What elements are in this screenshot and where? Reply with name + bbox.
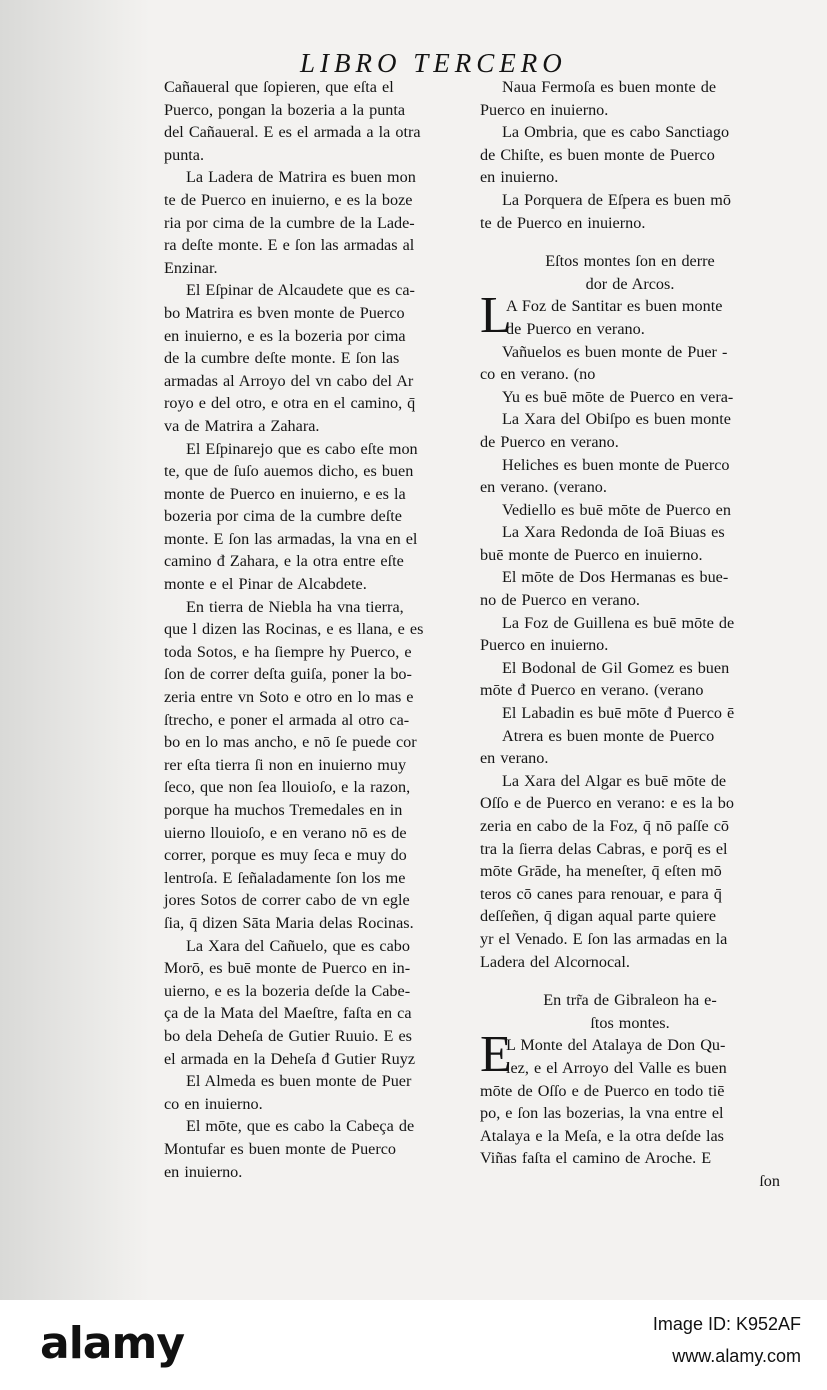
section-heading-gibraleon-line-2: ſtos montes. xyxy=(590,1013,670,1032)
text-line: Atrera es buen monte de Puerco xyxy=(502,726,715,745)
text-line: La Xara del Algar es buē mōte de xyxy=(502,771,727,790)
text-line: bo dela Deheſa de Gutier Ruuio. E es xyxy=(164,1026,412,1045)
text-line: ſia, q̄ dizen Sāta Maria delas Rocinas. xyxy=(164,913,414,932)
text-line: La Xara Redonda de Ioā Biuas es xyxy=(502,523,725,542)
text-line: en verano. (verano. xyxy=(480,478,607,497)
text-line: El mōte de Dos Hermanas es bue- xyxy=(502,568,729,587)
text-line: no de Puerco en verano. xyxy=(480,591,640,610)
spacer xyxy=(480,973,780,989)
text-line: va de Matrira a Zahara. xyxy=(164,416,320,435)
text-line: yr el Venado. E ſon las armadas en la xyxy=(480,929,728,948)
spacer xyxy=(480,234,780,250)
text-line: co en verano. (no xyxy=(480,365,596,384)
text-line: po, e ſon las bozerias, la vna entre el xyxy=(480,1104,724,1123)
text-line: El Almeda es buen monte de Puer xyxy=(186,1072,412,1091)
text-line: te, que de ſuſo auemos dicho, es buen xyxy=(164,462,414,481)
text-line: Morō, es buē monte de Puerco en in- xyxy=(164,959,411,978)
text-line: zeria en cabo de la Foz, q̄ nō paſſe cō xyxy=(480,817,730,835)
text-line: monte e el Pinar de Alcabdete. xyxy=(164,575,367,594)
text-line: La Foz de Guillena es buē mōte de xyxy=(502,613,735,632)
text-line: tra la ſierra delas Cabras, e porq̄ es el xyxy=(480,839,728,858)
watermark-bar xyxy=(0,1300,827,1390)
text-line: en verano. xyxy=(480,749,549,768)
text-line: el armada en la Deheſa đ Gutier Ruyz xyxy=(164,1049,416,1068)
drop-cap-letter: E xyxy=(480,1026,512,1084)
text-line: Enzinar. xyxy=(164,258,218,277)
text-line: deſſeñen, q̄ digan aqual parte quiere xyxy=(480,907,717,926)
text-line: en inuierno, e es la bozeria por cima xyxy=(164,326,406,345)
text-line: ria por cima de la cumbre de la Lade- xyxy=(164,213,415,232)
text-line: monte de Puerco en inuierno, e es la xyxy=(164,484,406,503)
drop-cap-paragraph-atalaya xyxy=(480,1026,780,1084)
text-line: del Cañaueral. E es el armada a la otra xyxy=(164,123,421,142)
text-line: ça de la Mata del Maeſtre, faſta en ca xyxy=(164,1004,412,1023)
text-line: En tierra de Niebla ha vna tierra, xyxy=(186,597,404,616)
drop-cap-line: L Monte del Atalaya de Don Qu- xyxy=(506,1036,726,1055)
text-line: Naua Fermoſa es buen monte de xyxy=(502,78,717,96)
text-line: uierno llouioſo, e en verano nō es de xyxy=(164,823,407,842)
text-line: co en inuierno. xyxy=(164,1094,263,1113)
text-line: en inuierno. xyxy=(480,168,559,187)
text-line: camino đ Zahara, e la otra entre eſte xyxy=(164,552,404,571)
text-line: royo e del otro, e otra en el camino, q̄ xyxy=(164,394,416,413)
text-line: bo en lo mas ancho, e nō ſe puede cor xyxy=(164,733,417,752)
text-line: bozeria por cima de la cumbre deſte xyxy=(164,507,402,526)
text-line: Montufar es buen monte de Puerco xyxy=(164,1139,397,1158)
drop-cap-paragraph-santitar xyxy=(480,287,780,345)
section-heading-arcos-line-1: Eſtos montes ſon en derre xyxy=(545,252,715,271)
text-line: toda Sotos, e ha ſiempre hy Puerco, e xyxy=(164,642,412,661)
text-line: buē monte de Puerco en inuierno. xyxy=(480,545,703,564)
text-line: en inuierno. xyxy=(164,1162,243,1181)
text-line: ſeco, que non ſea llouioſo, e la razon, xyxy=(164,778,411,797)
right-column-top-block xyxy=(480,76,780,234)
text-line: ſon de correr deſta guiſa, poner la bo- xyxy=(164,665,412,684)
text-line: uierno, e es la bozeria deſde la Cabe- xyxy=(164,981,411,1000)
text-line: de la cumbre deſte monte. E ſon las xyxy=(164,349,400,368)
text-line: jores Sotos de correr cabo de vn egle xyxy=(164,891,410,910)
text-line: lentroſa. E ſeñaladamente ſon los me xyxy=(164,868,406,887)
text-line: Puerco en inuierno. xyxy=(480,100,609,119)
text-line: El Eſpinarejo que es cabo eſte mon xyxy=(186,439,418,458)
page-edge-shadow xyxy=(0,0,150,1300)
text-line: La Ombria, que es cabo Sanctiago xyxy=(502,123,730,142)
text-line: que l dizen las Rocinas, e es llana, e es xyxy=(164,620,424,639)
right-column-end-block xyxy=(480,1080,780,1193)
alamy-logo: alamy xyxy=(40,1318,184,1369)
text-line: mōte de Oſſo e de Puerco en todo tiē xyxy=(480,1081,725,1100)
text-line: La Ladera de Matrira es buen mon xyxy=(186,168,416,187)
text-line: porque ha muchos Tremedales en in xyxy=(164,801,403,819)
text-line: Vañuelos es buen monte de Puer - xyxy=(502,342,728,361)
image-id-label: Image ID: K952AF xyxy=(652,1314,801,1334)
text-line: bo Matrira es bven monte de Puerco xyxy=(164,303,405,322)
drop-cap-line: de Puerco en verano. xyxy=(506,319,645,338)
text-line: Oſſo e de Puerco en verano: e es la bo xyxy=(480,794,734,813)
drop-cap-line: lez, e el Arroyo del Valle es buen xyxy=(506,1058,727,1077)
text-line: El Eſpinar de Alcaudete que es ca- xyxy=(186,281,415,300)
section-heading-arcos-line-2: dor de Arcos. xyxy=(585,274,675,293)
text-line: La Xara del Cañuelo, que es cabo xyxy=(186,936,410,955)
text-line: Atalaya e la Meſa, e la otra deſde las xyxy=(480,1126,724,1145)
text-line: rer eſta tierra ſi non en inuierno muy xyxy=(164,755,407,774)
text-line: Yu es buē mōte de Puerco en vera- xyxy=(502,387,734,406)
text-line: El mōte, que es cabo la Cabeça de xyxy=(186,1117,415,1136)
text-line: mōte Grāde, ha meneſter, q̄ eſten mō xyxy=(480,862,722,881)
text-line: de Chiſte, es buen monte de Puerco xyxy=(480,145,715,164)
text-line: te de Puerco en inuierno. xyxy=(480,213,646,232)
left-column xyxy=(164,76,456,1183)
text-line: mōte đ Puerco en verano. (verano xyxy=(480,681,704,700)
text-line: Ladera del Alcornocal. xyxy=(480,952,630,971)
text-line: zeria entre vn Soto e otro en lo mas e xyxy=(164,688,414,707)
text-line: armadas al Arroyo del vn cabo del Ar xyxy=(164,371,414,390)
text-line: El Bodonal de Gil Gomez es buen xyxy=(502,658,730,677)
text-line: monte. E ſon las armadas, la vna en el xyxy=(164,529,418,548)
running-head: LIBRO TERCERO xyxy=(300,48,567,78)
text-line: ſon xyxy=(759,1171,780,1190)
text-line: Cañaueral que ſopieren, que eſta el xyxy=(164,78,394,96)
text-line: de Puerco en verano. xyxy=(480,432,619,451)
right-column xyxy=(480,76,780,1193)
text-line: te de Puerco en inuierno, e es la boze xyxy=(164,190,413,209)
text-line: punta. xyxy=(164,145,205,164)
text-line: El Labadin es buē mōte đ Puerco ē xyxy=(502,704,735,723)
site-url: www.alamy.com xyxy=(672,1346,801,1366)
text-line: ſtrecho, e poner el armada al otro ca- xyxy=(164,710,410,729)
right-column-mid-block xyxy=(480,341,780,974)
text-line: correr, porque es muy ſeca e muy do xyxy=(164,846,407,865)
text-line: La Porquera de Eſpera es buen mō xyxy=(502,190,731,209)
text-line: Viñas faſta el camino de Aroche. E xyxy=(480,1149,712,1168)
text-line: Puerco, pongan la bozeria a la punta xyxy=(164,100,406,119)
text-line: ra deſte monte. E e ſon las armadas al xyxy=(164,236,415,255)
text-line: Puerco en inuierno. xyxy=(480,636,609,655)
text-line: Heliches es buen monte de Puerco xyxy=(502,455,730,474)
drop-cap-letter: L xyxy=(480,287,512,345)
section-heading-gibraleon-line-1: En trr̃a de Gibraleon ha e- xyxy=(543,991,717,1010)
text-line: teros cō canes para renouar, e para q̄ xyxy=(480,884,722,903)
drop-cap-line: A Foz de Santitar es buen monte xyxy=(506,297,723,316)
text-line: Vediello es buē mōte de Puerco en xyxy=(502,500,731,519)
text-line: La Xara del Obiſpo es buen monte xyxy=(502,410,731,429)
